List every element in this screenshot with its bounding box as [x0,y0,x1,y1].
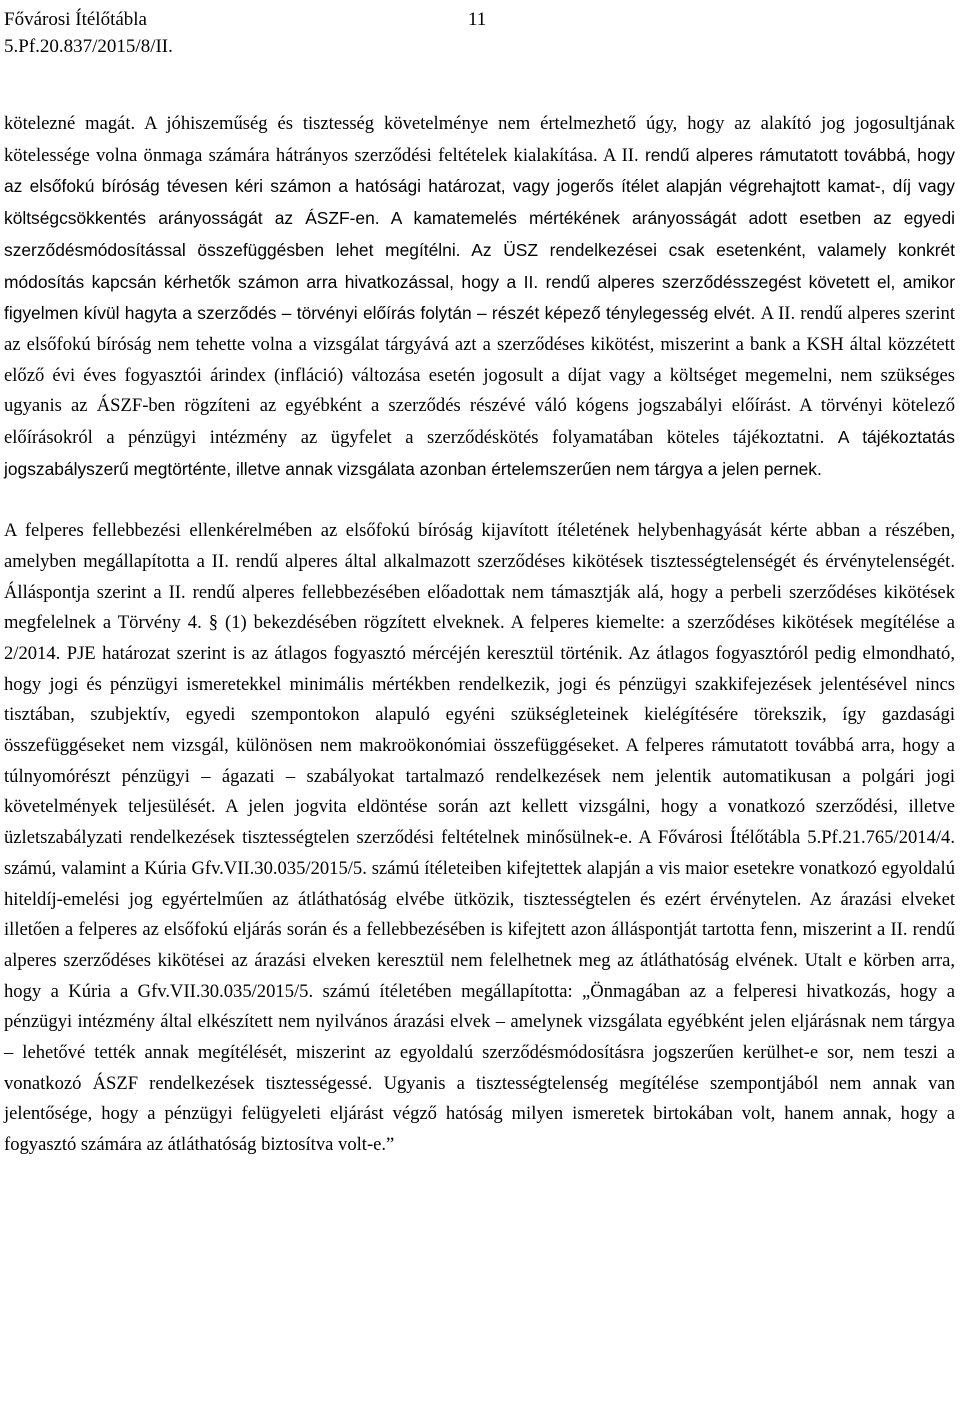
paragraph-text: A II. rendű alperes szerint az elsőfokú bíróság nem tehette volna a vizsgálat tárgyává azt a szerződéses kikötést, miszerint a bank a KSH által közzétett előző évi éves fogyasztói árindex (infláció) változása esetén jogosult a díjat vagy a költséget megemelni, nem szükséges ugyanis az ÁSZF-ben rögzíteni az egyébként a szerződés részévé váló kógens jogszabályi előírást. A törvényi kötelező előírásokról a pénzügyi intézmény az ügyfelet a szerződéskötés folyamatában köteles tájékoztatni. [4,303,955,449]
paragraph [4,109,955,485]
paragraph-text: rendű alperes rámutatott továbbá, hogy az elsőfokú bíróság tévesen kéri számon a hatósági határozat, vagy jogerős ítélet alapján végrehajtott kamat-, díj vagy költségcsökkentés arányosságát az ÁSZF-en. A kamatemelés mértékének arányosságát adott esetben az egyedi szerződésmódosítással összefüggésben lehet megítélni. Az ÜSZ rendelkezései csak esetenként, valamely konkrét módosítás kapcsán kérhetők számon arra hivatkozással, hogy a II. rendű alperes szerződésszegést követett el, amikor figyelmen kívül hagyta a szerződés – törvényi előírás folytán – részét képező ténylegesség elvét. [4,144,955,324]
paragraph-text: A felperes fellebbezési ellenkérelmében az elsőfokú bíróság kijavított ítéletének helybenhagyását kérte abban a részében, amelyben megállapította a II. rendű alperes által alkalmazott szerződéses kikötések tisztességtelenségét és érvénytelenségét. Álláspontja szerint a II. rendű alperes fellebbezésében előadottak nem támasztják alá, hogy a perbeli szerződéses kikötések megfelelnek a Törvény 4. § (1) bekezdésében rögzített elveknek. A felperes kiemelte: a szerződéses kikötések megítélése a 2/2014. PJE határozat szerint is az átlagos fogyasztó mércéjén keresztül történik. Az átlagos fogyasztóról pedig elmondható, hogy jogi és pénzügyi ismeretekkel minimális mértékben rendelkezik, jogi és pénzügyi szakkifejezések jelentésével nincs tisztában, szubjektív, egyedi szempontokon alapuló egyéni szükségleteinek kielégítésére törekszik, így gazdasági összefüggéseket nem vizsgál, különösen nem makroökonómiai összefüggéseket. A felperes rámutatott továbbá arra, hogy a túlnyomórészt pénzügyi – ágazati – szabályokat tartalmazó rendelkezések nem jelentik automatikusan a polgári jogi követelmények teljesülését. A jelen jogvita eldöntése során azt kellett vizsgálni, hogy a vonatkozó szerződési, illetve üzletszabályzati rendelkezések tisztességtelen szerződési feltételnek minősülnek-e. A Fővárosi Ítélőtábla 5.Pf.21.765/2014/4. számú, valamint a Kúria Gfv.VII.30.035/2015/5. számú ítéleteiben kifejtettek alapján a vis maior esetekre vonatkozó egyoldalú hiteldíj-emelési jog egyértelműen az átláthatóság elvébe ütközik, tisztességtelen és ezért érvénytelen. Az árazási elveket illetően a felperes az elsőfokú eljárás során és a fellebbezésében is kifejtett azon álláspontját tartotta fenn, miszerint a II. rendű alperes szerződéses kikötései az árazási elveken keresztül nem felelhetnek meg az átláthatóság elvének. Utalt e körben arra, hogy a Kúria a Gfv.VII.30.035/2015/5. számú ítéletében megállapította: „Önmagában az a felperesi hivatkozás, hogy a pénzügyi intézmény által elkészített nem nyilvános árazási elvek – amelynek vizsgálata egyébként jelen eljárásnak nem tárgya – lehetővé tették annak megítélését, miszerint az egyoldalú szerződésmódosításra jogszerűen kerülhet-e sor, nem teszi a vonatkozó ÁSZF rendelkezések tisztességessé. Ugyanis a tisztességtelenség megítélése szempontjából nem annak van jelentősége, hogy a pénzügyi felügyeleti eljárást végző hatóság milyen ismeretek birtokában volt, hanem annak, hogy a fogyasztó számára az átláthatóság biztosítva volt-e.” [4,520,955,1156]
paragraph-text: A tájékoztatás jogszabályszerű megtörténte, illetve annak vizsgálata azonban értelemszerűen nem tárgya a jelen pernek. [4,427,955,479]
page-header [4,6,173,60]
paragraph-text: kötelezné magát. A jóhiszeműség és tisztesség követelménye nem értelmezhető úgy, hogy az alakító jog jogosultjának kötelessége volna önmaga számára hátrányos szerződési feltételek kialakítása. A II. [4,113,955,166]
court-name: Fővárosi Ítélőtábla [4,9,147,30]
document-body [4,109,955,1161]
page-number: 11 [468,9,487,30]
paragraph [4,516,955,1161]
case-number: 5.Pf.20.837/2015/8/II. [4,36,173,57]
